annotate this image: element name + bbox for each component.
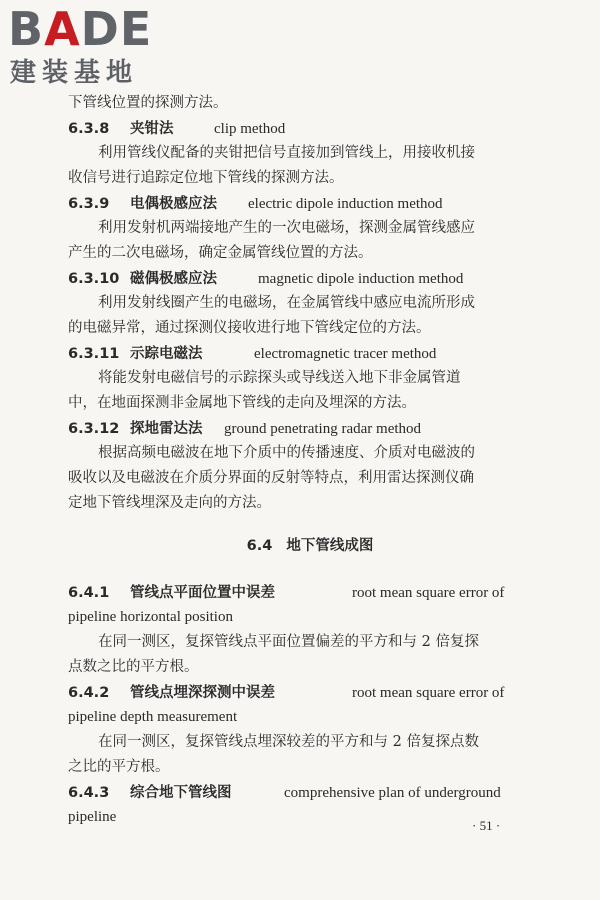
term-6-3-11 [68,341,552,366]
term-6-3-8 [68,116,552,141]
term-english: root mean square error of [352,585,505,601]
term-6-4-3 [68,780,552,805]
text-line: 的电磁异常，通过探测仪接收进行地下管线定位的方法。 [68,320,431,336]
term-6-3-9 [68,191,552,216]
term-english: magnetic dipole induction method [258,271,464,287]
logo-wordmark: BADE [8,2,153,56]
term-6-3-12 [68,416,552,441]
term-english: clip method [214,121,286,137]
term-chinese: 管线点平面位置中误差 [130,584,275,601]
text-line: 下管线位置的探测方法。 [68,95,228,111]
term-english: electromagnetic tracer method [254,346,437,362]
text-line: 定地下管线埋深及走向的方法。 [68,495,271,511]
text-line: 吸收以及电磁波在介质分界面的反射等特点，利用雷达探测仪确 [68,470,474,486]
term-number: 6.3.11 [68,346,120,362]
text-line: 之比的平方根。 [68,759,170,775]
term-chinese: 管线点埋深探测中误差 [130,684,275,701]
term-chinese: 磁偶极感应法 [130,270,217,287]
logo-accent-letter: A [44,2,81,56]
term-number: 6.3.8 [68,121,110,137]
logo [8,4,178,92]
section-number: 6.4 [246,538,273,554]
term-chinese: 示踪电磁法 [130,345,203,362]
section-title: 地下管线成图 [286,537,374,554]
page-number: · 51 · [472,818,501,833]
text-line: 点数之比的平方根。 [68,659,199,675]
text-line: 利用发射机两端接地产生的一次电磁场，探测金属管线感应 [98,220,475,236]
term-number: 6.3.10 [68,271,120,287]
text-line: 根据高频电磁波在地下介质中的传播速度、介质对电磁波的 [98,445,475,461]
text-line: 中，在地面探测非金属地下管线的走向及埋深的方法。 [68,395,416,411]
term-english: root mean square error of [352,685,505,701]
term-6-3-10 [68,266,552,291]
term-chinese: 电偶极感应法 [130,195,217,212]
term-english-continued: pipeline horizontal position [68,609,233,625]
document-body [68,91,552,830]
text-line: 将能发射电磁信号的示踪探头或导线送入地下非金属管道 [98,370,461,386]
term-number: 6.4.3 [68,785,110,801]
term-6-4-2 [68,680,552,705]
term-number: 6.3.12 [68,421,120,437]
term-chinese: 综合地下管线图 [130,784,232,801]
logo-chinese-name: 建装基地 [10,58,139,88]
term-chinese: 夹钳法 [130,120,174,137]
term-number: 6.4.1 [68,585,110,601]
term-number: 6.3.9 [68,196,110,212]
term-6-4-1 [68,580,552,605]
term-english: electric dipole induction method [248,196,443,212]
term-english-continued: pipeline depth measurement [68,709,238,725]
text-line: 利用管线仪配备的夹钳把信号直接加到管线上，用接收机接 [98,145,475,161]
term-english: ground penetrating radar method [224,421,422,437]
text-line: 在同一测区，复探管线点埋深较差的平方和与 2 倍复探点数 [98,734,479,750]
term-number: 6.4.2 [68,685,110,701]
text-line: 收信号进行追踪定位地下管线的探测方法。 [68,170,344,186]
term-english: comprehensive plan of underground [284,785,501,801]
section-heading [68,526,552,566]
text-line: 利用发射线圈产生的电磁场，在金属管线中感应电流所形成 [98,295,475,311]
text-line: 在同一测区，复探管线点平面位置偏差的平方和与 2 倍复探 [98,634,479,650]
term-english-continued: pipeline [68,809,117,825]
text-line: 产生的二次电磁场，确定金属管线位置的方法。 [68,245,373,261]
term-chinese: 探地雷达法 [130,420,203,437]
